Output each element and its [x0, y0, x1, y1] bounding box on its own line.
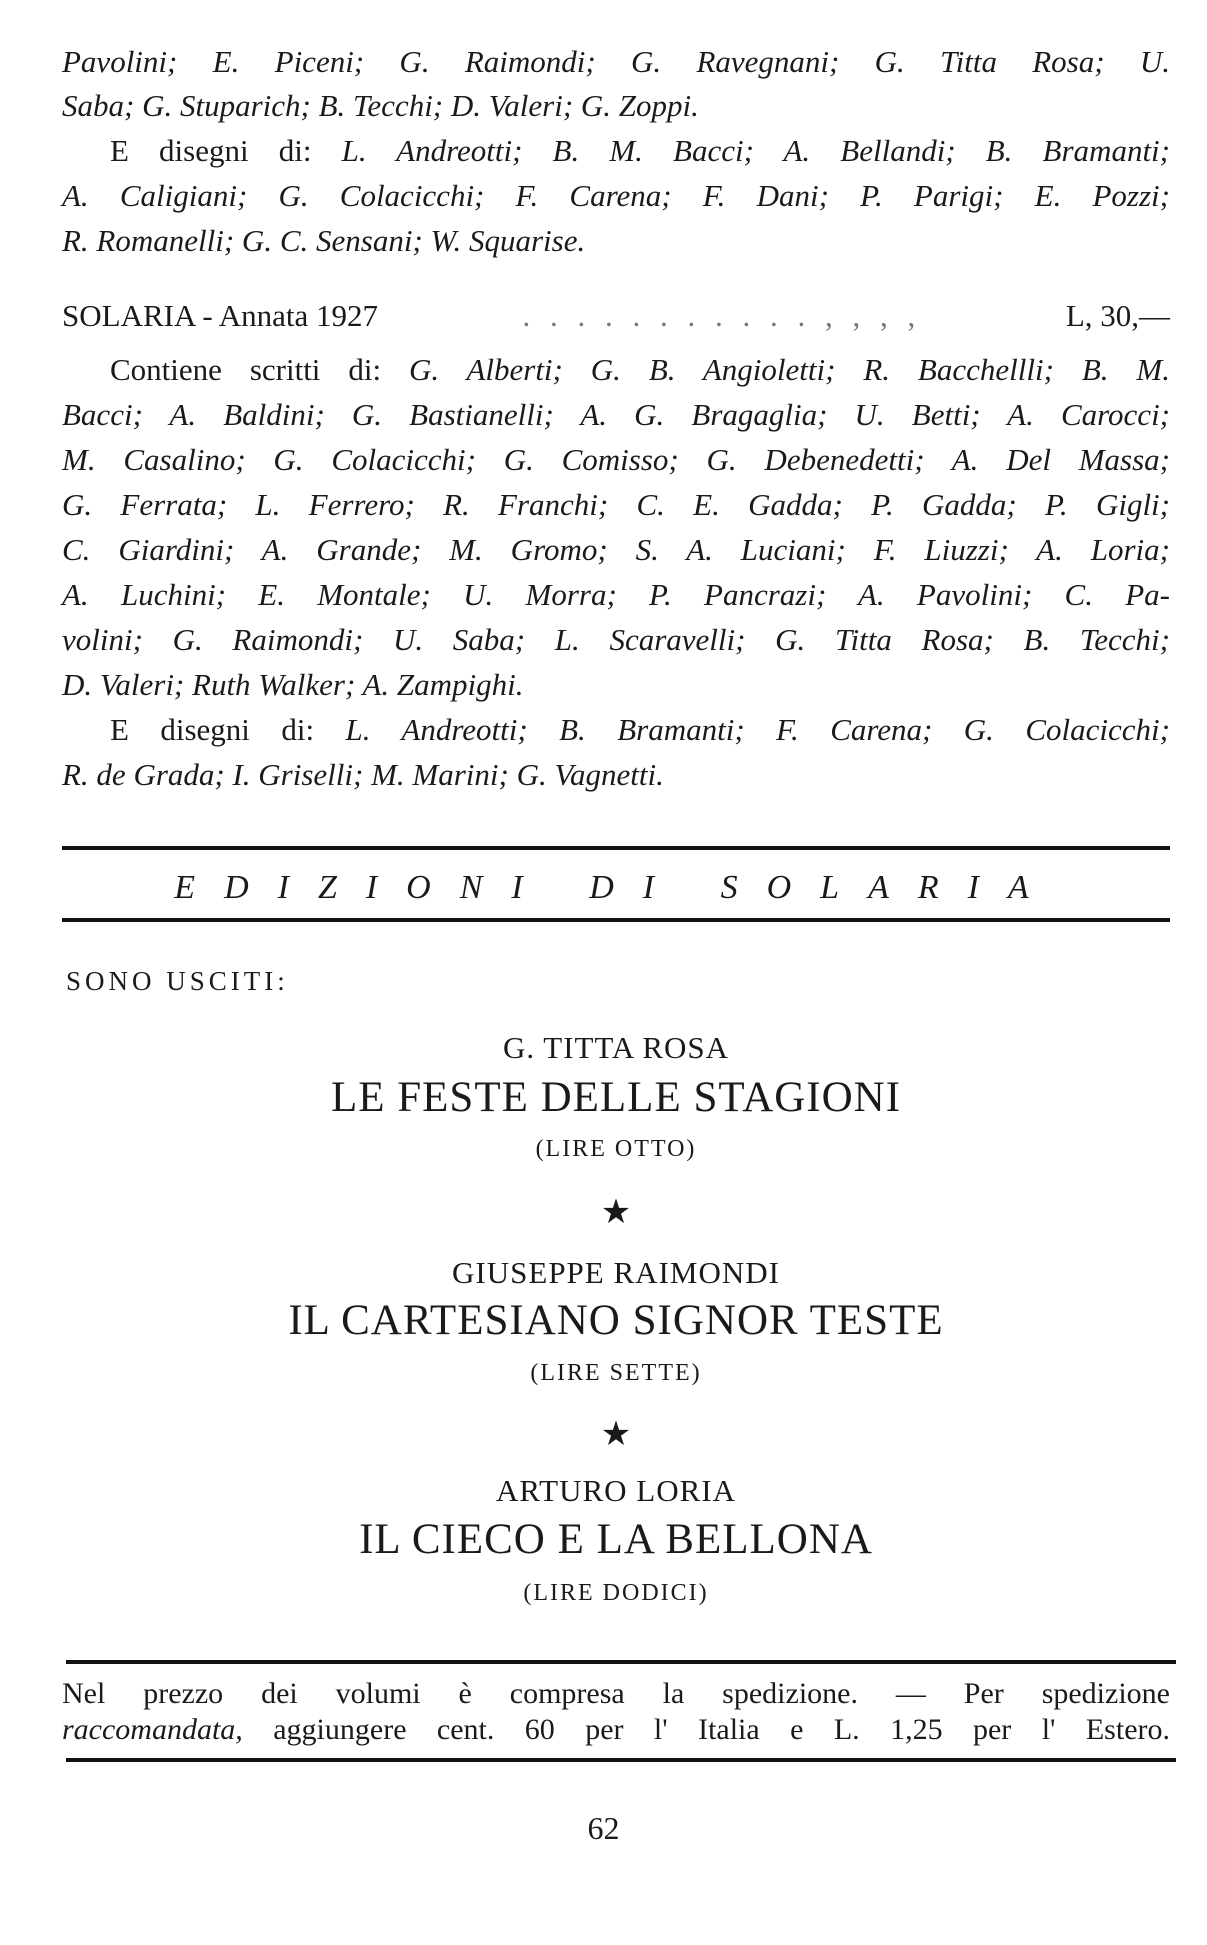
writers-names: G. Alberti; G. B. Angioletti; R. Bacchellli; B. M.: [408, 352, 1170, 387]
book-price: (LIRE SETTE): [530, 1360, 702, 1386]
banner-top-rule: [62, 846, 1170, 850]
book-author: G. TITTA ROSA: [502, 1030, 730, 1065]
book-title: IL CIECO E LA BELLONA: [359, 1516, 873, 1563]
book-author: ARTURO LORIA: [495, 1473, 737, 1508]
book-price: (LIRE OTTO): [535, 1136, 697, 1162]
note-top-rule: [66, 1660, 1176, 1664]
contains-label: Contiene scritti di:: [110, 352, 382, 387]
writers-line-1: [110, 352, 1170, 388]
writers-line-5: C. Giardini; A. Grande; M. Gromo; S. A. Luciani; F. Liuzzi; A. Loria;: [62, 532, 1170, 567]
book-title: LE FESTE DELLE STAGIONI: [330, 1074, 902, 1121]
leader-dots: . . . . . . . . . . . , , , ,: [522, 298, 922, 333]
annata-drawings-line-2: R. de Grada; I. Griselli; M. Marini; G. Vagnetti.: [62, 757, 664, 792]
prev-drawings-line-3: R. Romanelli; G. C. Sensani; W. Squarise.: [62, 223, 586, 258]
shipping-note-line-1: Nel prezzo dei volumi è compresa la spedizione. — Per spedizione: [62, 1677, 1170, 1710]
drawings-label: E disegni di:: [110, 712, 315, 747]
authors-tail-line-2: Saba; G. Stuparich; B. Tecchi; D. Valeri; G. Zoppi.: [62, 88, 699, 123]
sono-usciti: SONO USCITI:: [66, 966, 289, 996]
annata-title: SOLARIA - Annata 1927: [62, 298, 379, 333]
writers-line-4: G. Ferrata; L. Ferrero; R. Franchi; C. E. Gadda; P. Gadda; P. Gigli;: [62, 487, 1170, 522]
edizioni-banner: EDIZIONI DI SOLARIA: [174, 869, 1058, 906]
prev-drawings-line-1: [110, 133, 1170, 169]
authors-tail-line-1: Pavolini; E. Piceni; G. Raimondi; G. Ravegnani; G. Titta Rosa; U.: [62, 44, 1170, 79]
drawings-names: L. Andreotti; B. Bramanti; F. Carena; G. Colacicchi;: [345, 712, 1170, 747]
writers-line-3: M. Casalino; G. Colacicchi; G. Comisso; G. Debenedetti; A. Del Massa;: [62, 442, 1170, 477]
shipping-note-rest: aggiungere cent. 60 per l' Italia e L. 1,25 per l' Estero.: [273, 1713, 1170, 1746]
page-number: 62: [587, 1810, 620, 1846]
writers-line-7: volini; G. Raimondi; U. Saba; L. Scaravelli; G. Titta Rosa; B. Tecchi;: [62, 622, 1170, 657]
note-bottom-rule: [66, 1758, 1176, 1762]
writers-line-8: D. Valeri; Ruth Walker; A. Zampighi.: [62, 667, 524, 702]
star-ornament-icon: ★: [600, 1416, 632, 1453]
writers-line-6: A. Luchini; E. Montale; U. Morra; P. Pancrazi; A. Pavolini; C. Pa-: [62, 577, 1170, 612]
book-price: (LIRE DODICI): [523, 1580, 709, 1606]
shipping-note-line-2: [62, 1712, 1170, 1748]
book-author: GIUSEPPE RAIMONDI: [452, 1255, 780, 1290]
annata-drawings-line-1: [110, 712, 1170, 748]
drawings-names: L. Andreotti; B. M. Bacci; A. Bellandi; B. Bramanti;: [341, 133, 1170, 168]
prev-drawings-line-2: A. Caligiani; G. Colacicchi; F. Carena; F. Dani; P. Parigi; E. Pozzi;: [62, 178, 1170, 213]
raccomandata-word: raccomandata,: [62, 1713, 243, 1746]
drawings-label: E disegni di:: [110, 133, 312, 168]
banner-bottom-rule: [62, 918, 1170, 922]
book-title: IL CARTESIANO SIGNOR TESTE: [288, 1297, 944, 1344]
star-ornament-icon: ★: [600, 1194, 632, 1231]
annata-price: L, 30,—: [1065, 298, 1170, 333]
annata-heading: [62, 298, 1170, 334]
writers-line-2: Bacci; A. Baldini; G. Bastianelli; A. G. Bragaglia; U. Betti; A. Carocci;: [62, 397, 1170, 432]
